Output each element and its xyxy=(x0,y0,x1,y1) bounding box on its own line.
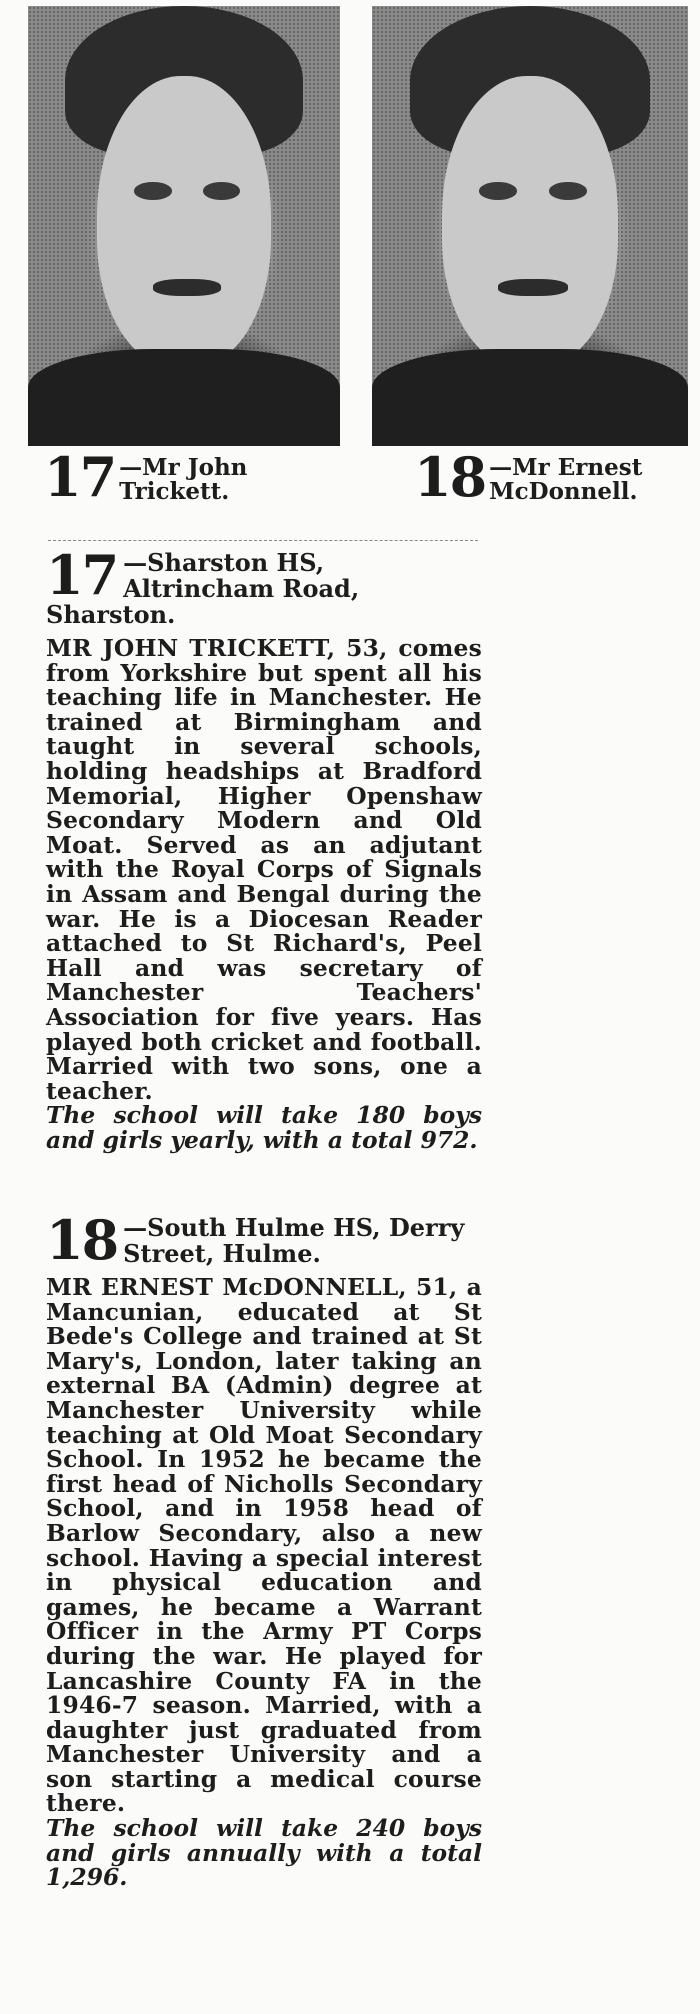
portrait-photo-john-trickett xyxy=(28,6,340,446)
article-lead-name: MR JOHN TRICKETT, 53, xyxy=(46,634,388,662)
caption-number: 18 xyxy=(414,445,486,509)
photo-caption-18 xyxy=(414,445,679,509)
article-heading-text: —South Hulme HS, Derry Street, Hulme. xyxy=(123,1213,465,1268)
divider xyxy=(48,540,478,541)
article-number: 18 xyxy=(46,1208,118,1272)
caption-text: —Mr Ernest McDonnell. xyxy=(489,454,643,505)
portrait-photo-ernest-mcdonnell xyxy=(372,6,688,446)
article-body xyxy=(46,628,482,1103)
article-17 xyxy=(46,543,482,1154)
article-heading-text: —Sharston HS, Altrincham Road, Sharston. xyxy=(46,548,360,629)
article-body-text: a Mancunian, educated at St Bede's College and trained at St Mary's, London, later taking an external BA (Admin) degree at Manchester University while teaching at Old Moat Secondary School. In 1952 he became the first head of Nicholls Secondary School, and in 1958 head of Barlow Secondary, also a new school. Having a special interest in physical education and games, he became a Warrant Officer in the Army PT Corps during the war. He played for Lancashire County FA in the 1946-7 season. Married, with a daughter just graduated from Manchester University and a son starting a medical course there. xyxy=(46,1273,483,1818)
article-heading xyxy=(46,1208,482,1272)
photo-caption-17 xyxy=(44,445,299,509)
article-body xyxy=(46,1267,482,1816)
article-number: 17 xyxy=(46,543,118,607)
article-summary: The school will take 240 boys and girls annually with a total 1,296. xyxy=(46,1814,482,1892)
article-18 xyxy=(46,1208,483,1892)
caption-number: 17 xyxy=(44,445,116,509)
article-heading xyxy=(46,543,482,629)
article-lead-name: MR ERNEST McDONNELL, 51, xyxy=(46,1273,458,1301)
caption-text: —Mr John Trickett. xyxy=(119,454,248,505)
article-summary: The school will take 180 boys and girls yearly, with a total 972. xyxy=(46,1101,482,1154)
article-body-text: comes from Yorkshire but spent all his teaching life in Manchester. He trained at Birmingham and taught in several schools, holding headships at Bradford Memorial, Higher Openshaw Secondary Modern and Old Moat. Served as an adjutant with the Royal Corps of Signals in Assam and Bengal during the war. He is a Diocesan Reader attached to St Richard's, Peel Hall and was secretary of Manchester Teachers' Association for five years. Has played both cricket and football. Married with two sons, one a teacher. xyxy=(46,634,482,1105)
